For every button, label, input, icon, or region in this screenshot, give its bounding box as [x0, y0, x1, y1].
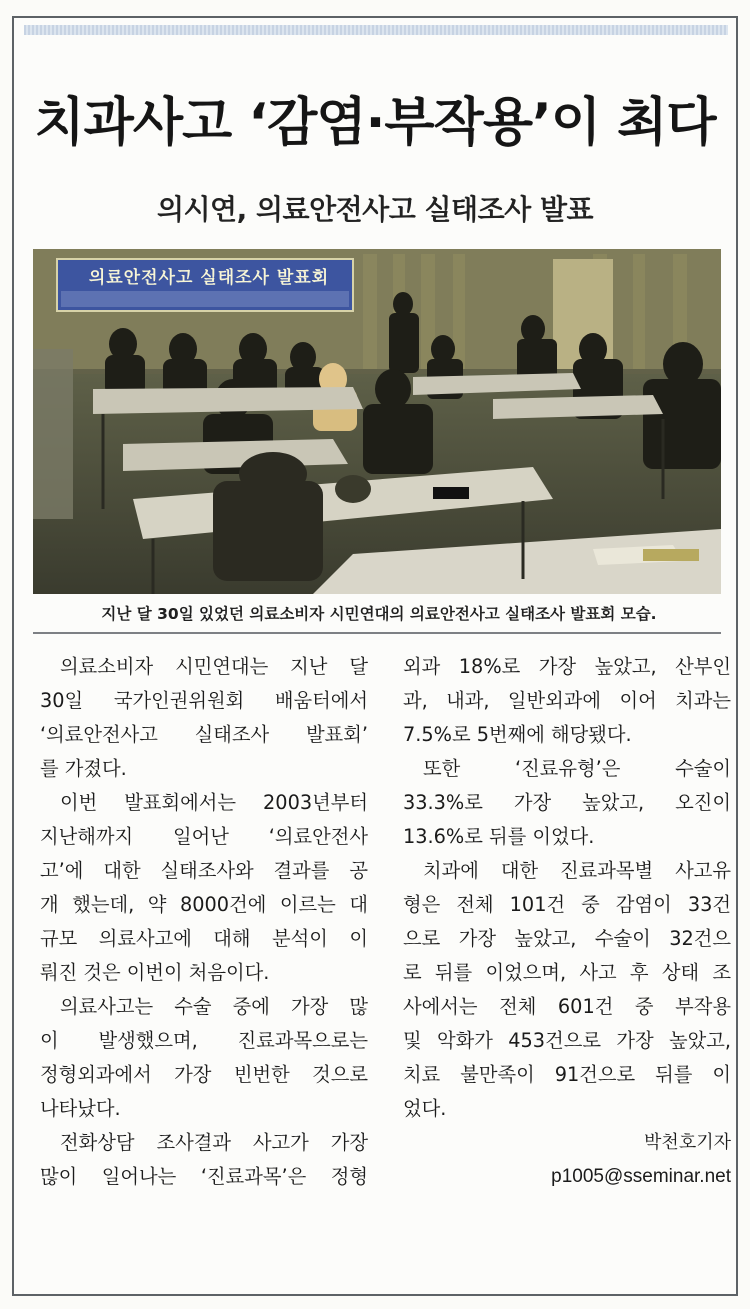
text-line: 의료소비자 시민연대는 지난 달 [60, 655, 368, 678]
headline: 치과사고 ‘감염·부작용’이 최다 [34, 93, 716, 153]
text-line: 30일 국가인권위원회 배움터에서 [40, 689, 368, 712]
article-body-left-column [40, 650, 368, 1194]
text-line: 사에서는 전체 601건 중 부작용 [403, 995, 731, 1018]
paragraph [403, 854, 731, 1126]
text-line: 이 발생했으며, 진료과목으로는 [40, 1029, 368, 1052]
paragraph [40, 1126, 368, 1194]
paragraph [403, 752, 731, 854]
text-line: 치료 불만족이 91건으로 뒤를 이 [403, 1063, 731, 1086]
text-line: 이번 발표회에서는 2003년부터 [60, 791, 368, 814]
text-line: 과, 내과, 일반외과에 이어 치과는 [403, 689, 731, 712]
text-line: 규모 의료사고에 대해 분석이 이 [40, 927, 368, 950]
text-line: 및 악화가 453건으로 가장 높았고, [403, 1029, 731, 1052]
text-line: 뤄진 것은 이번이 처음이다. [40, 961, 270, 984]
photo-banner-title: 의료안전사고 실태조사 발표회 [88, 268, 330, 288]
text-line: 많이 일어나는 ‘진료과목’은 정형 [40, 1165, 368, 1188]
text-line: 었다. [403, 1097, 447, 1120]
paragraph [403, 650, 731, 752]
reporter-email[interactable]: p1005@sseminar.net [551, 1166, 731, 1187]
text-line: 나타났다. [40, 1097, 121, 1120]
text-line: 로 뒤를 이었으며, 사고 후 상태 조 [403, 961, 731, 984]
text-line: 또한 ‘진료유형’은 수술이 [423, 757, 731, 780]
text-line: 의료사고는 수술 중에 가장 많 [60, 995, 368, 1018]
text-line: 33.3%로 가장 높았고, 오진이 [403, 791, 731, 814]
reporter-name: 박천호기자 [644, 1132, 731, 1153]
text-line: 전화상담 조사결과 사고가 가장 [60, 1131, 368, 1154]
text-line: 7.5%로 5번째에 해당됐다. [403, 723, 632, 746]
paragraph [40, 650, 368, 786]
subtitle: 의시연, 의료안전사고 실태조사 발표 [156, 193, 594, 226]
text-line: 를 가졌다. [40, 757, 127, 780]
text-line: ‘의료안전사고 실태조사 발표회’ [40, 723, 368, 746]
text-line: 으로 가장 높았고, 수술이 32건으 [403, 927, 731, 950]
text-line: 치과에 대한 진료과목별 사고유 [423, 859, 731, 882]
text-line: 지난해까지 일어난 ‘의료안전사 [40, 825, 368, 848]
text-line: 고’에 대한 실태조사와 결과를 공 [40, 859, 368, 882]
decorative-top-bar [24, 25, 728, 35]
text-line: 13.6%로 뒤를 이었다. [403, 825, 595, 848]
event-photo [33, 249, 721, 594]
text-line: 정형외과에서 가장 빈번한 것으로 [40, 1063, 368, 1086]
caption-divider [33, 632, 721, 634]
photo-caption: 지난 달 30일 있었던 의료소비자 시민연대의 의료안전사고 실태조사 발표회 모습. [101, 605, 657, 623]
article-body-right-column [403, 650, 731, 1194]
byline [403, 1126, 731, 1194]
paragraph [40, 786, 368, 990]
paragraph [40, 990, 368, 1126]
text-line: 외과 18%로 가장 높았고, 산부인 [403, 655, 731, 678]
text-line: 개 했는데, 약 8000건에 이르는 대 [40, 893, 368, 916]
text-line: 형은 전체 101건 중 감염이 33건 [403, 893, 731, 916]
